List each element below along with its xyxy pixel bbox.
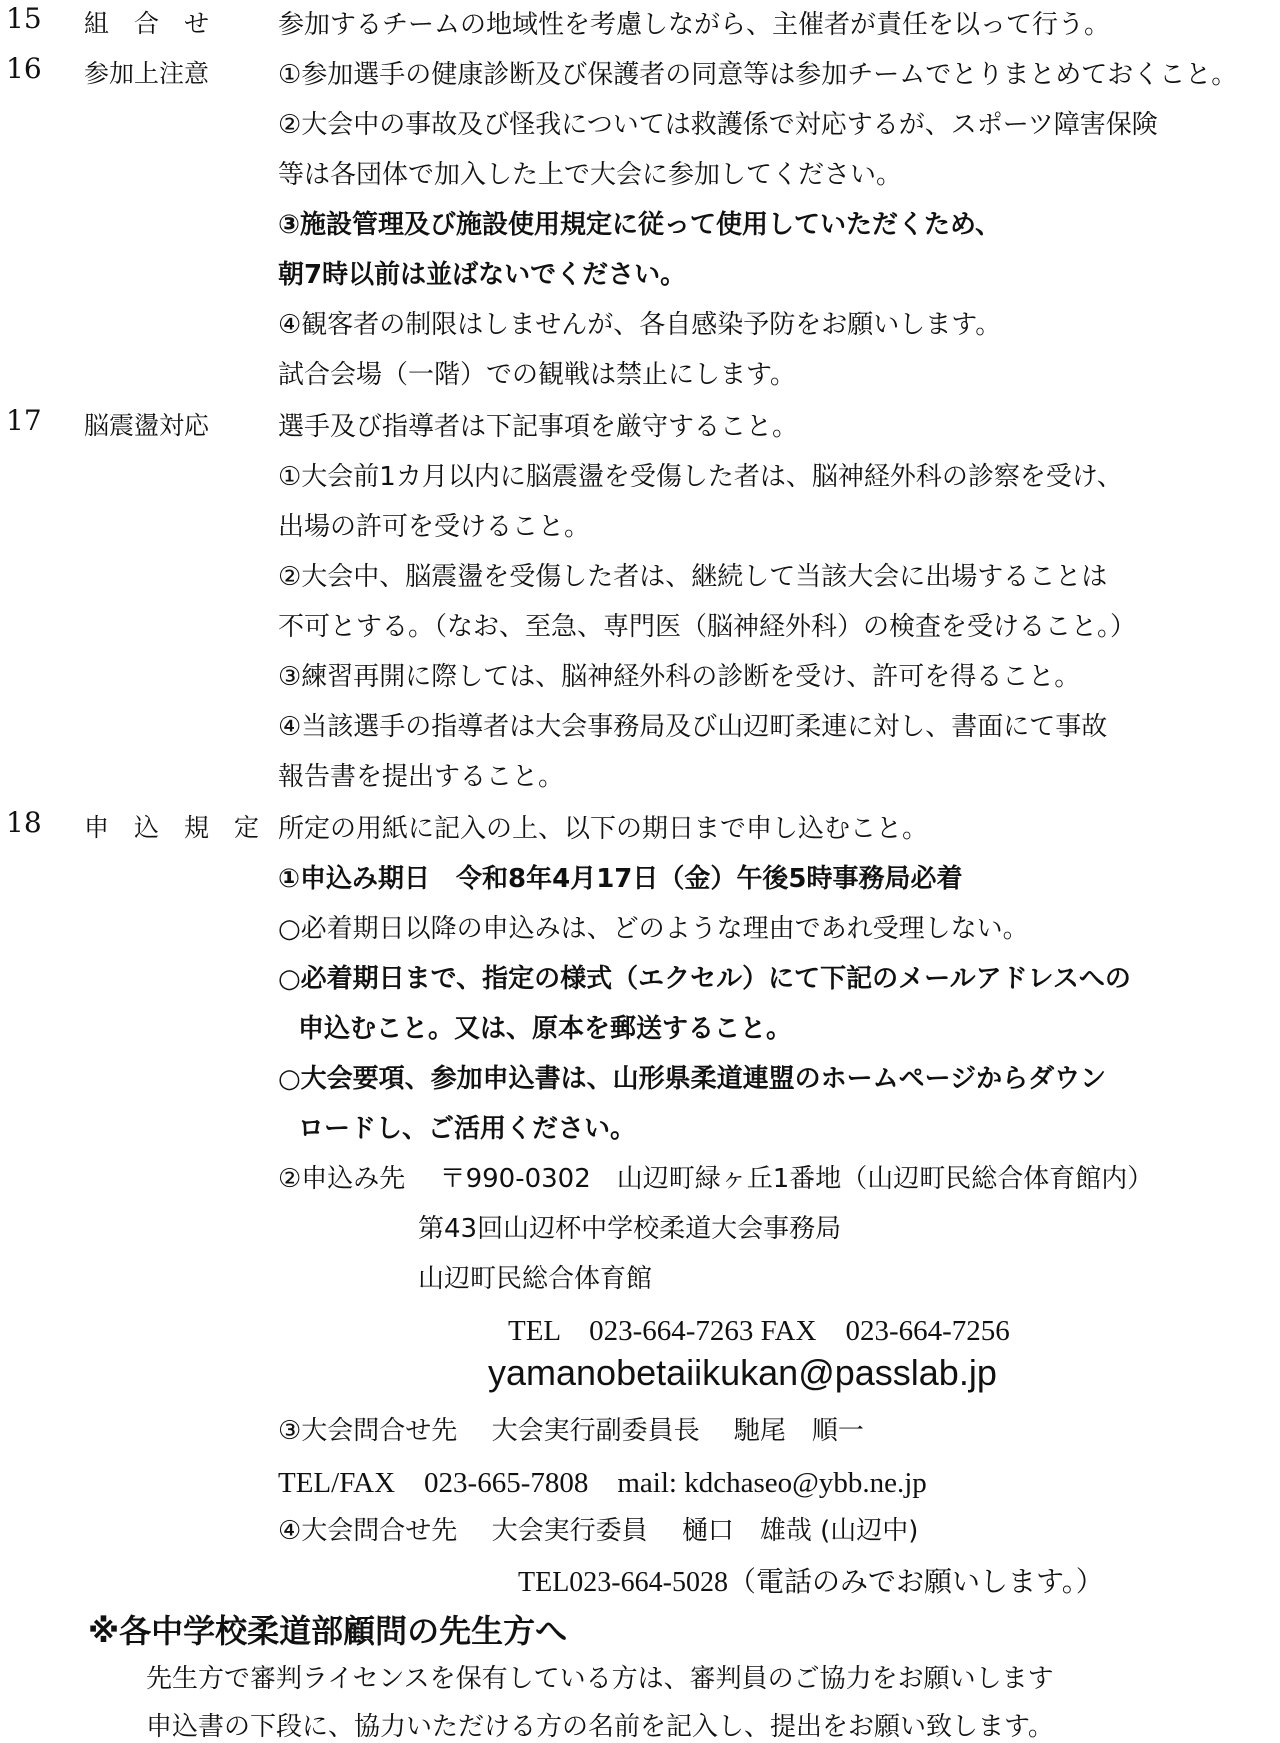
section-line: 申込むこと。又は、原本を郵送すること。 (298, 1014, 793, 1044)
section-line: ①大会前1カ月以内に脳震盪を受傷した者は、脳神経外科の診察を受け、 (278, 462, 1123, 492)
section-line: ③練習再開に際しては、脳神経外科の診断を受け、許可を得ること。 (278, 662, 1081, 692)
section-line: 参加するチームの地域性を考慮しながら、主催者が責任を以って行う。 (278, 10, 1111, 40)
contact-committee-member: ④大会問合せ先 大会実行委員 樋口 雄哉 (山辺中) (278, 1516, 919, 1546)
section-line: ロードし、ご活用ください。 (298, 1114, 637, 1144)
application-deadline: ①申込み期日 令和8年4月17日（金）午後5時事務局必着 (278, 864, 963, 894)
section-line: 朝7時以前は並ばないでください。 (278, 260, 687, 290)
section-title: 組 合 せ (84, 9, 210, 38)
notice-heading: ※各中学校柔道部顧問の先生方へ (88, 1612, 568, 1650)
section-line: 所定の用紙に記入の上、以下の期日まで申し込むこと。 (278, 814, 929, 844)
section-number: 16 (6, 52, 42, 85)
section-line: ○必着期日まで、指定の様式（エクセル）にて下記のメールアドレスへの (278, 964, 1131, 994)
section-line: 出場の許可を受けること。 (278, 512, 591, 542)
office-email-link[interactable]: yamanobetaiikukan@passlab.jp (488, 1352, 997, 1393)
office-name: 第43回山辺杯中学校柔道大会事務局 (418, 1214, 842, 1244)
section-line: ○必着期日以降の申込みは、どのような理由であれ受理しない。 (278, 914, 1029, 944)
section-line: ①参加選手の健康診断及び保護者の同意等は参加チームでとりまとめておくこと。 (278, 60, 1238, 90)
section-number: 17 (6, 404, 42, 437)
section-line: ④観客者の制限はしませんが、各自感染予防をお願いします。 (278, 310, 1002, 340)
venue-name: 山辺町民総合体育館 (418, 1264, 653, 1294)
section-line: ②大会中、脳震盪を受傷した者は、継続して当該大会に出場することは (278, 562, 1108, 592)
section-number: 18 (6, 806, 42, 839)
notice-line: 先生方で審判ライセンスを保有している方は、審判員のご協力をお願いします (146, 1664, 1054, 1694)
section-line: ③施設管理及び施設使用規定に従って使用していただくため、 (278, 210, 1001, 240)
office-phone-fax: TEL 023-664-7263 FAX 023-664-7256 (508, 1315, 1010, 1347)
section-line: 等は各団体で加入した上で大会に参加してください。 (278, 160, 903, 190)
contact-vice-chair-tel-mail[interactable]: TEL/FAX 023-665-7808 mail: kdchaseo@ybb.ne.jp (278, 1467, 927, 1499)
contact-committee-tel: TEL023-664-5028（電話のみでお願いします。） (518, 1567, 1104, 1598)
section-title: 参加上注意 (84, 59, 210, 88)
section-title: 脳震盪対応 (84, 411, 210, 440)
contact-vice-chair: ③大会問合せ先 大会実行副委員長 馳尾 順一 (278, 1416, 864, 1446)
section-line: ②大会中の事故及び怪我については救護係で対応するが、スポーツ障害保険 (278, 110, 1158, 140)
section-line: 報告書を提出すること。 (278, 762, 565, 792)
section-line: 試合会場（一階）での観戦は禁止にします。 (278, 360, 796, 390)
section-line: 選手及び指導者は下記事項を厳守すること。 (278, 412, 799, 442)
section-line: ○大会要項、参加申込書は、山形県柔道連盟のホームページからダウン (278, 1064, 1107, 1094)
notice-line: 申込書の下段に、協力いただける方の名前を記入し、提出をお願い致します。 (146, 1712, 1054, 1742)
application-address: ②申込み先 〒990-0302 山辺町緑ヶ丘1番地（山辺町民総合体育館内） (278, 1164, 1154, 1194)
section-line: ④当該選手の指導者は大会事務局及び山辺町柔連に対し、書面にて事故 (278, 712, 1108, 742)
section-title: 申 込 規 定 (84, 813, 260, 842)
section-line: 不可とする。（なお、至急、専門医（脳神経外科）の検査を受けること。） (278, 612, 1137, 642)
section-number: 15 (6, 2, 42, 35)
